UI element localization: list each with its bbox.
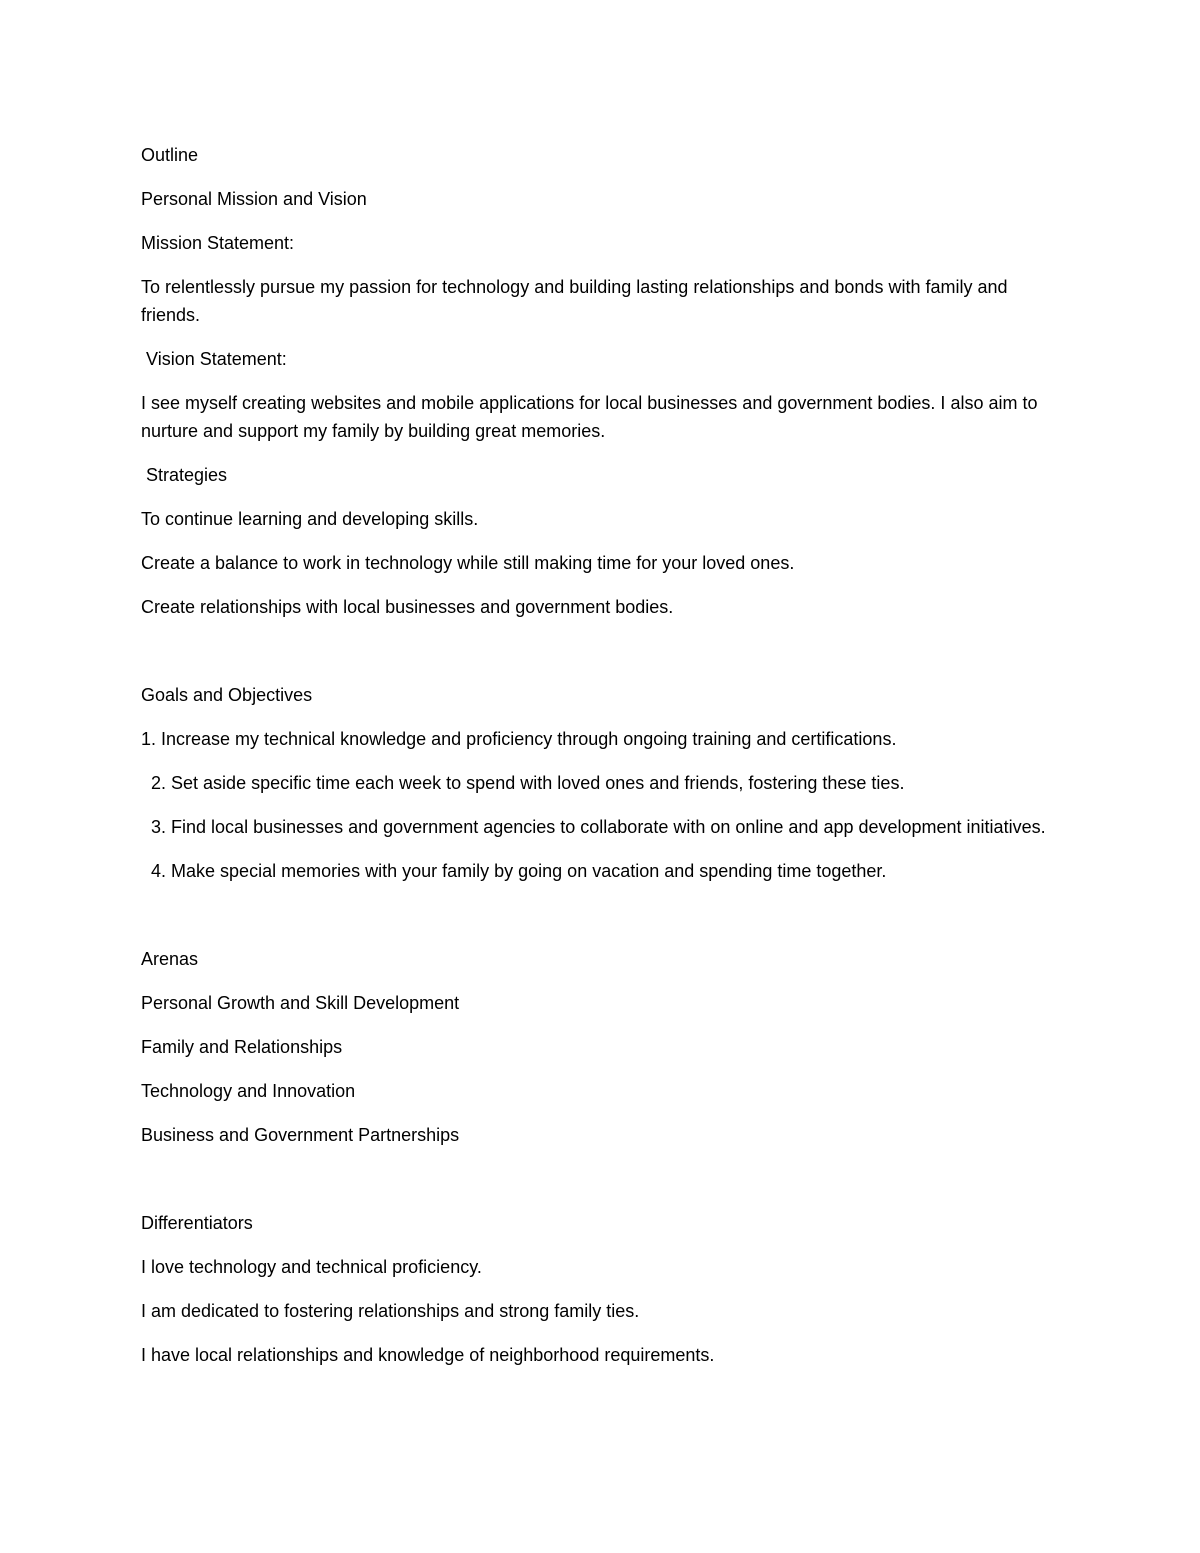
differentiator-item: I love technology and technical proficiency. bbox=[141, 1257, 482, 1277]
section-spacer bbox=[141, 1165, 1061, 1209]
strategy-item: To continue learning and developing skills. bbox=[141, 509, 479, 529]
strategy-item: Create relationships with local businesses and government bodies. bbox=[141, 597, 674, 617]
mission-vision-title: Personal Mission and Vision bbox=[141, 189, 367, 209]
arena-item: Business and Government Partnerships bbox=[141, 1125, 460, 1145]
vision-statement-text: I see myself creating websites and mobile applications for local businesses and government bodies. I also aim to nurture and support my family by building great memories. bbox=[141, 393, 1043, 441]
vision-statement-label: Vision Statement: bbox=[141, 349, 287, 369]
section-spacer bbox=[141, 901, 1061, 945]
arena-item: Technology and Innovation bbox=[141, 1081, 356, 1101]
arena-item: Personal Growth and Skill Development bbox=[141, 993, 460, 1013]
arenas-title: Arenas bbox=[141, 949, 199, 969]
goals-title: Goals and Objectives bbox=[141, 685, 313, 705]
arena-item: Family and Relationships bbox=[141, 1037, 343, 1057]
outline-heading: Outline bbox=[141, 145, 199, 165]
document-body bbox=[141, 141, 1061, 1385]
differentiator-item: I am dedicated to fostering relationships and strong family ties. bbox=[141, 1301, 640, 1321]
goal-item: 4. Make special memories with your family by going on vacation and spending time together. bbox=[141, 861, 887, 881]
strategies-label: Strategies bbox=[141, 465, 228, 485]
strategy-item: Create a balance to work in technology while still making time for your loved ones. bbox=[141, 553, 795, 573]
goal-item: 2. Set aside specific time each week to spend with loved ones and friends, fostering these ties. bbox=[141, 773, 905, 793]
mission-statement-text: To relentlessly pursue my passion for technology and building lasting relationships and bonds with family and friends. bbox=[141, 277, 1013, 325]
section-spacer bbox=[141, 637, 1061, 681]
differentiators-title: Differentiators bbox=[141, 1213, 253, 1233]
goal-item: 3. Find local businesses and government agencies to collaborate with on online and app development initiatives. bbox=[141, 817, 1046, 837]
mission-statement-label: Mission Statement: bbox=[141, 233, 295, 253]
goal-item: 1. Increase my technical knowledge and proficiency through ongoing training and certifications. bbox=[141, 729, 897, 749]
differentiator-item: I have local relationships and knowledge of neighborhood requirements. bbox=[141, 1345, 715, 1365]
